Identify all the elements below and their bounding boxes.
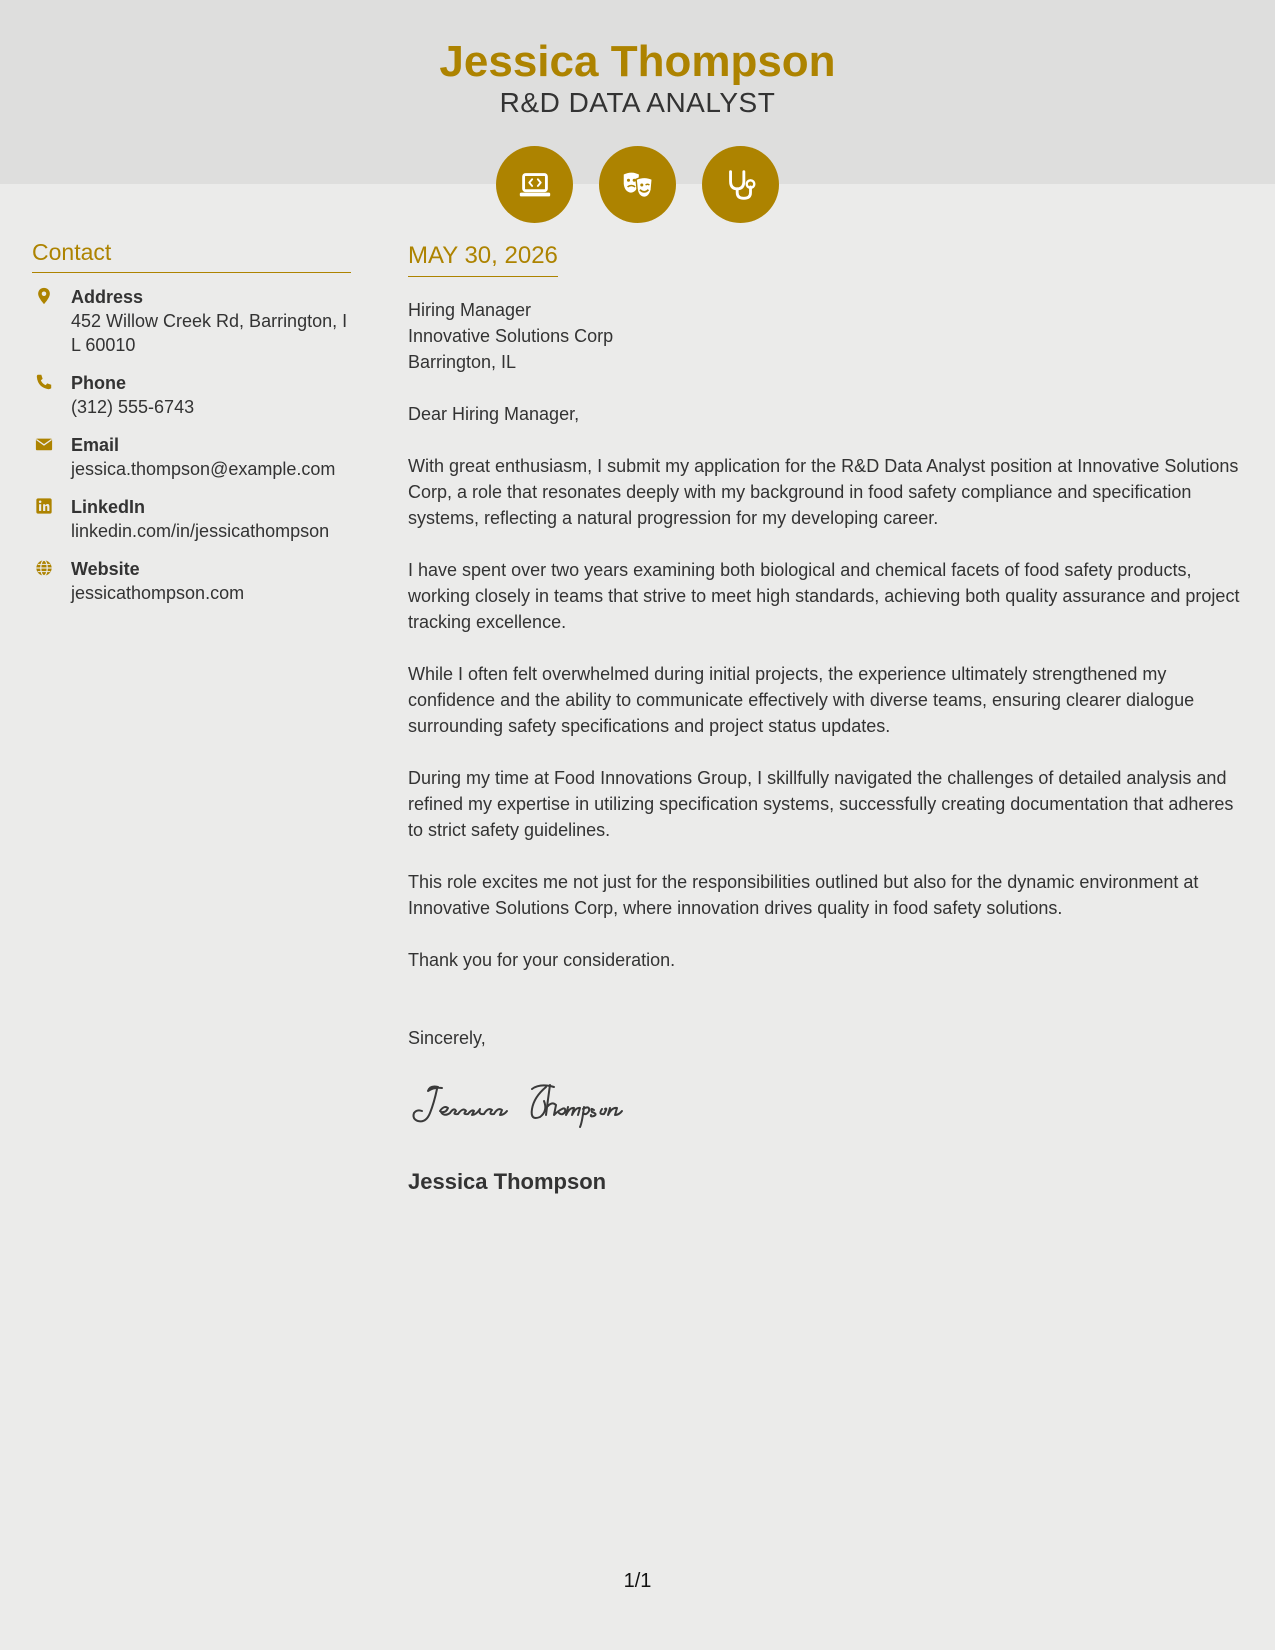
interest-badges <box>496 146 779 223</box>
contact-website <box>32 557 351 605</box>
contact-label: Phone <box>71 373 127 393</box>
recipient-block <box>408 297 1248 375</box>
contact-value: linkedin.com/in/jessicathompson <box>71 521 330 541</box>
stethoscope-icon <box>702 146 779 223</box>
contact-sidebar <box>32 238 351 619</box>
recipient-location: Barrington, IL <box>408 352 517 372</box>
applicant-name: Jessica Thompson <box>439 37 836 86</box>
contact-email <box>32 433 351 481</box>
contact-heading: Contact <box>32 238 351 273</box>
recipient-title: Hiring Manager <box>408 300 532 320</box>
recipient-company: Innovative Solutions Corp <box>408 326 614 346</box>
map-marker-icon <box>35 287 53 305</box>
contact-address <box>32 285 351 357</box>
laptop-code-icon <box>496 146 573 223</box>
salutation: Dear Hiring Manager, <box>408 404 580 424</box>
contact-value: jessicathompson.com <box>71 583 245 603</box>
contact-label: Website <box>71 559 140 579</box>
applicant-role: R&D DATA ANALYST <box>499 87 776 118</box>
contact-list <box>32 285 351 605</box>
globe-icon <box>35 559 53 577</box>
envelope-icon <box>35 435 53 453</box>
phone-icon <box>35 373 53 391</box>
contact-phone <box>32 371 351 419</box>
contact-label: Address <box>71 287 144 307</box>
linkedin-icon <box>35 497 53 515</box>
theater-masks-icon <box>599 146 676 223</box>
contact-linkedin <box>32 495 351 543</box>
contact-label: Email <box>71 435 120 455</box>
letter-paragraph: With great enthusiasm, I submit my application for the R&D Data Analyst position at Innovative Solutions Corp, a role that resonates deeply with my background in food safety compliance and specification systems, reflecting a natural progression for my developing career. <box>408 456 1239 528</box>
closing: Sincerely, <box>408 1028 486 1048</box>
letter-paragraph: While I often felt overwhelmed during initial projects, the experience ultimately strengthened my confidence and the ability to communicate effectively with diverse teams, ensuring clearer dialogue surrounding safety specifications and project status updates. <box>408 664 1195 736</box>
letter-paragraph: This role excites me not just for the responsibilities outlined but also for the dynamic environment at Innovative Solutions Corp, where innovation drives quality in food safety solutions. <box>408 872 1199 918</box>
letter-paragraph: I have spent over two years examining both biological and chemical facets of food safety products, working closely in teams that strive to meet high standards, achieving both quality assurance and project tracking excellence. <box>408 560 1240 632</box>
contact-value: (312) 555-6743 <box>71 397 195 417</box>
contact-value: 452 Willow Creek Rd, Barrington, IL 60010 <box>71 311 348 355</box>
letter-paragraph: Thank you for your consideration. <box>408 950 676 970</box>
cover-letter <box>408 240 1248 1196</box>
contact-label: LinkedIn <box>71 497 146 517</box>
signed-name: Jessica Thompson <box>408 1169 607 1194</box>
contact-value: jessica.thompson@example.com <box>71 459 336 479</box>
letter-paragraph: During my time at Food Innovations Group, I skillfully navigated the challenges of detailed analysis and refined my expertise in utilizing specification systems, successfully creating documentation that adheres to strict safety guidelines. <box>408 768 1234 840</box>
signature <box>408 1081 678 1129</box>
page-number: 1/1 <box>623 1570 652 1592</box>
letter-date: MAY 30, 2026 <box>408 240 558 277</box>
